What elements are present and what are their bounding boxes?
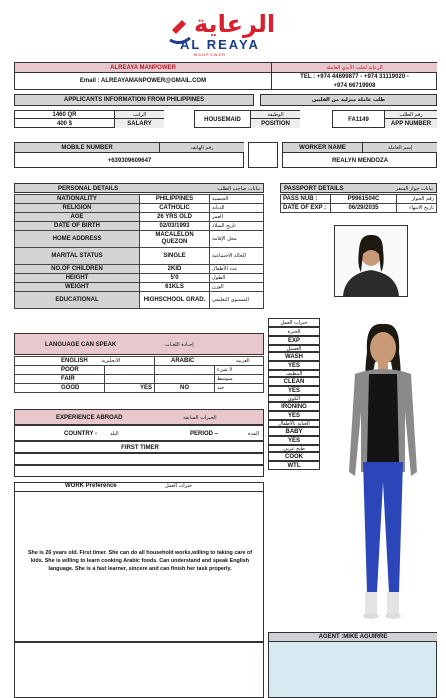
personal-title-arabic: بيانات صاحب الطلب <box>217 185 260 192</box>
passport-title: PASSPORT DETAILS <box>284 185 344 192</box>
personal-row <box>15 283 264 292</box>
skill-value: YES <box>268 436 320 445</box>
arabic-label-arabic: العربية <box>236 358 250 364</box>
passport-number-label: PASS NUB : <box>281 195 331 204</box>
language-level-arabic: جيد <box>215 384 264 393</box>
skill-arabic: العناية بالأطفال <box>268 420 320 427</box>
personal-table <box>14 194 264 309</box>
app-number-label-arabic: رقم الطلب <box>385 111 437 119</box>
personal-row-value: 2KID <box>140 265 210 274</box>
mobile-value: +639309609647 <box>107 157 152 164</box>
language-level-row <box>15 375 264 384</box>
personal-row-value: PHILIPPINES <box>140 195 210 204</box>
language-title: LANGUAGE CAN SPEAK <box>45 341 117 348</box>
skill-value: YES <box>268 386 320 395</box>
personal-row-arabic: الطول <box>210 274 264 283</box>
worker-label-arabic: إسم العاملة <box>363 143 437 153</box>
language-title-arabic: إجـادة اللغـات <box>165 341 194 348</box>
skill-arabic: التنظيف <box>268 370 320 377</box>
skill-value: YES <box>268 361 320 370</box>
app-number-value: FA1149 <box>333 111 385 128</box>
work-preference-box <box>14 482 264 642</box>
passport-table <box>280 194 437 213</box>
applicants-title-arabic: طلب عاملة منزلية من الفلبين <box>260 94 437 106</box>
personal-row <box>15 195 264 204</box>
salary-value-qr: 1460 QR <box>15 111 115 119</box>
experience-row-2 <box>14 453 264 465</box>
experience-columns <box>14 425 264 441</box>
skill-label: COOK <box>268 452 320 461</box>
passport-exp-label: DATE OF EXP : <box>281 204 331 213</box>
personal-row-label: DATE OF BIRTH <box>15 222 140 231</box>
experience-title: EXPERIENCE ABROAD <box>56 414 123 421</box>
personal-row-label: WEIGHT <box>15 283 140 292</box>
personal-row <box>15 231 264 248</box>
personal-row-arabic: محل الإقامة <box>210 231 264 248</box>
language-level-arabic: لا شيء <box>215 366 264 375</box>
language-level-label: FAIR <box>15 375 105 384</box>
english-label: ENGLISH <box>61 358 88 364</box>
personal-row-arabic: الوزن <box>210 283 264 292</box>
arabic-column <box>155 357 264 366</box>
personal-row <box>15 213 264 222</box>
skill-label: BABY <box>268 427 320 436</box>
app-number-box <box>332 110 437 128</box>
personal-row-value: 5'0 <box>140 274 210 283</box>
company-phone-1: TEL : +974 44699877 - +974 31119020 - <box>271 73 437 81</box>
personal-row-arabic: تاريخ الميلاد <box>210 222 264 231</box>
agent-box <box>268 632 437 698</box>
position-label: POSITION <box>251 119 300 128</box>
mobile-label: MOBILE NUMBER <box>15 143 160 153</box>
headshot-photo <box>334 225 408 297</box>
language-arabic-value: NO <box>155 384 215 393</box>
app-number-label: APP NUMBER <box>385 119 437 128</box>
english-label-arabic: الانجليزية <box>101 358 121 364</box>
passport-exp-row <box>281 204 437 213</box>
passport-number-arabic: رقم الجواز <box>397 195 437 204</box>
skill-row <box>268 420 320 445</box>
passport-exp-arabic: تاريخ الانتهاء <box>397 204 437 213</box>
skill-label: CLEAN <box>268 377 320 386</box>
skills-panel <box>268 318 320 470</box>
passport-exp-value: 06/29/2035 <box>331 204 397 213</box>
salary-label: SALARY <box>115 119 164 128</box>
skill-row <box>268 370 320 395</box>
language-header <box>14 333 264 355</box>
salary-value-usd: 400 $ <box>15 119 115 128</box>
personal-row <box>15 274 264 283</box>
personal-row-value: CATHOLIC <box>140 204 210 213</box>
country-label: COUNTRY - <box>64 430 97 437</box>
personal-row <box>15 292 264 309</box>
personal-row-value: 02/03/1993 <box>140 222 210 231</box>
logo-latin: AL REAYA <box>180 37 260 52</box>
personal-row-label: NO.OF CHILDREN <box>15 265 140 274</box>
skill-arabic: طبخ عربي <box>268 445 320 452</box>
skill-arabic: الكوي <box>268 395 320 402</box>
personal-row-value: 26 YRS OLD <box>140 213 210 222</box>
language-arabic-value <box>155 375 215 384</box>
personal-row <box>15 265 264 274</box>
personal-row-label: HEIGHT <box>15 274 140 283</box>
period-label: PERIOD – <box>190 430 219 437</box>
work-preference-text: She is 26 years old. First timer. She can do all household works,willing to taking care of kids. She is willing to learn cooking Arabic foods. Can understand and speak English language. She is a fast learner, sincere and can finish her task properly. <box>27 550 253 572</box>
company-logo <box>160 10 290 60</box>
skill-value: WTL <box>268 461 320 470</box>
language-column-row <box>15 357 264 366</box>
personal-row-arabic: المستوى التعليمي <box>210 292 264 309</box>
language-level-label: GOOD <box>15 384 105 393</box>
arabic-label: ARABIC <box>171 358 195 364</box>
skills-exp-sub-arabic: الخبرة <box>268 327 320 336</box>
personal-row <box>15 204 264 213</box>
language-level-arabic: متوسط <box>215 375 264 384</box>
work-preference-title-arabic: خبرات العمل <box>165 483 193 489</box>
worker-value: REALYN MENDOZA <box>331 157 389 164</box>
personal-row-label: RELIGION <box>15 204 140 213</box>
experience-title-arabic: الخبرات السابقة <box>183 414 217 421</box>
personal-row-label: AGE <box>15 213 140 222</box>
language-english-value: YES <box>105 384 155 393</box>
full-body-photo <box>325 312 437 630</box>
personal-row-arabic: العمر <box>210 213 264 222</box>
language-level-label: POOR <box>15 366 105 375</box>
worker-box <box>282 142 437 168</box>
worker-label: WORKER NAME <box>283 143 363 153</box>
personal-title: PERSONAL DETAILS <box>58 185 119 192</box>
personal-row <box>15 222 264 231</box>
company-name: ALREAYA MANPOWER <box>15 63 271 73</box>
personal-row-value: HIGHSCHOOL GRAD. <box>140 292 210 309</box>
country-label-arabic: البلد <box>110 430 119 437</box>
mobile-box <box>14 142 244 168</box>
skill-arabic: الغسيل <box>268 345 320 352</box>
language-table <box>14 356 264 393</box>
passport-title-arabic: بيانات جواز السفر <box>395 185 433 192</box>
company-email: Email : ALREAYAMANPOWER@GMAIL.COM <box>79 78 207 84</box>
spacer-box <box>248 142 278 168</box>
skill-row <box>268 395 320 420</box>
position-box <box>194 110 300 128</box>
personal-header <box>14 183 264 193</box>
experience-row-3 <box>14 465 264 477</box>
company-phone-2: +974 66719908 <box>271 81 437 90</box>
salary-label-arabic: الراتب <box>115 111 164 119</box>
skills-exp-label-arabic: خبرات العمل <box>268 318 320 327</box>
language-arabic-value <box>155 366 215 375</box>
position-value: HOUSEMAID <box>195 111 251 128</box>
language-english-value <box>105 375 155 384</box>
personal-row-value: 61KLS <box>140 283 210 292</box>
skill-value: YES <box>268 411 320 420</box>
personal-row-value: SINGLE <box>140 248 210 265</box>
skill-label: WASH <box>268 352 320 361</box>
company-name-arabic: الرعاية لجلب الأيدي العاملة <box>271 63 437 73</box>
english-column <box>15 357 155 366</box>
personal-row <box>15 248 264 265</box>
language-level-row <box>15 384 264 393</box>
personal-row-label: NATIONALITY <box>15 195 140 204</box>
position-label-arabic: الوظيفة <box>251 111 300 119</box>
agent-label: AGENT :MIKE AGUIRRE <box>269 633 437 642</box>
personal-row-label: EDUCATIONAL <box>15 292 140 309</box>
passport-number-row <box>281 195 437 204</box>
skill-label: IRONING <box>268 402 320 411</box>
personal-row-arabic: الجنسية <box>210 195 264 204</box>
skills-exp-label: EXP <box>268 336 320 345</box>
applicants-title: APPLICANTS INFORMATION FROM PHILIPPINES <box>14 94 254 106</box>
language-level-row <box>15 366 264 375</box>
experience-header <box>14 409 264 425</box>
personal-row-label: MARITAL STATUS <box>15 248 140 265</box>
period-label-arabic: المدة <box>248 430 260 437</box>
passport-number-value: P9961504C <box>331 195 397 204</box>
personal-row-value: MACALELON QUEZON <box>140 231 210 248</box>
personal-row-label: HOME ADDRESS <box>15 231 140 248</box>
skill-row <box>268 345 320 370</box>
personal-row-arabic: الديانة <box>210 204 264 213</box>
mobile-label-arabic: رقم الهاتف <box>160 143 244 153</box>
bottom-left-box <box>14 642 264 698</box>
personal-row-arabic: عدد الأطفال <box>210 265 264 274</box>
headshot-figure <box>335 226 407 296</box>
experience-row-1 <box>14 441 264 453</box>
company-header <box>14 62 437 90</box>
work-preference-line <box>15 491 264 492</box>
language-english-value <box>105 366 155 375</box>
experience-first-timer: FIRST TIMER <box>121 444 159 451</box>
skill-row <box>268 445 320 470</box>
passport-header <box>280 183 437 193</box>
personal-row-arabic: الحالة الاجتماعية <box>210 248 264 265</box>
logo-tagline: MANPOWER <box>194 52 226 57</box>
salary-box <box>14 110 164 128</box>
logo-arabic: الرعاية <box>194 10 276 38</box>
full-body-figure <box>325 312 437 630</box>
work-preference-title: WORK Preference <box>65 483 117 489</box>
